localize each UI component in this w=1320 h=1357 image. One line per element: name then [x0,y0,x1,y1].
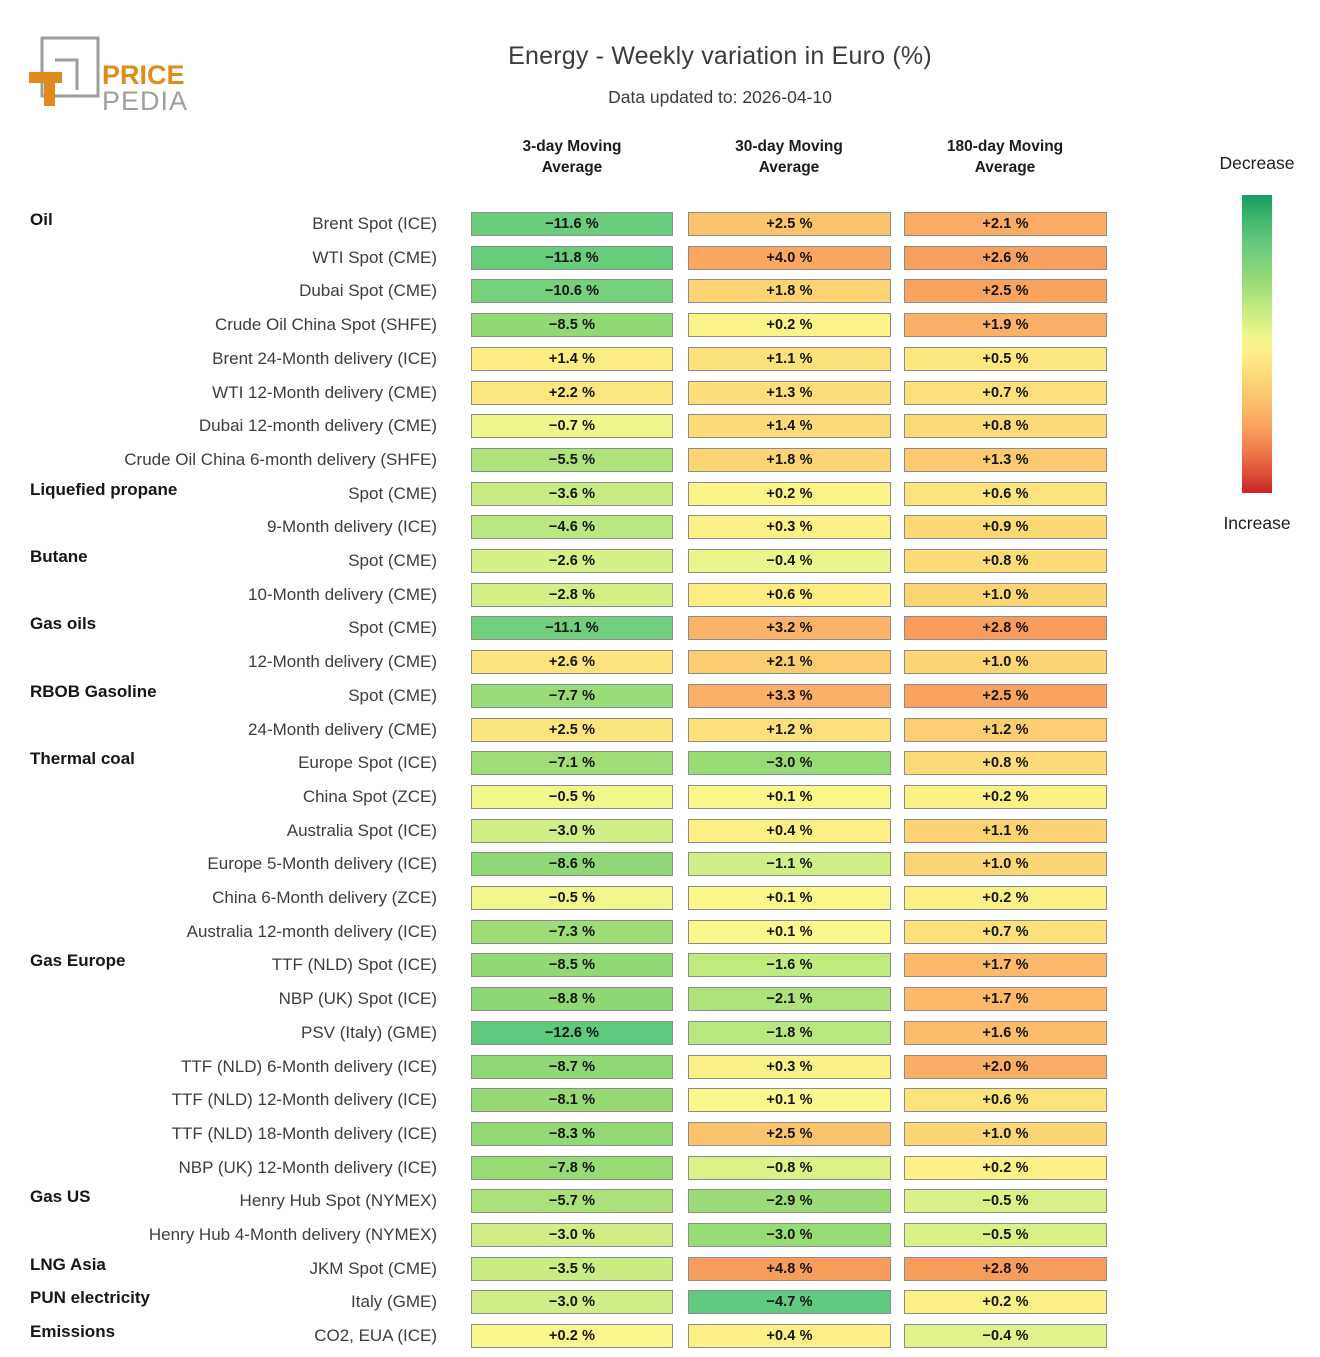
heatmap-cell: +1.3 % [688,381,891,405]
heatmap-row [0,578,1320,612]
heatmap-cell: −0.7 % [471,414,673,438]
heatmap-cell: +1.0 % [904,1122,1107,1146]
heatmap-row [0,814,1320,848]
heatmap-cell: −2.1 % [688,987,891,1011]
heatmap-cell: −3.6 % [471,482,673,506]
heatmap-cell: +2.5 % [904,279,1107,303]
heatmap-cell: +0.1 % [688,1088,891,1112]
heatmap-row [0,409,1320,443]
row-label: Dubai 12-month delivery (CME) [198,416,437,436]
heatmap-cell: +1.8 % [688,279,891,303]
category-label: Emissions [30,1322,116,1342]
heatmap-cell: −0.8 % [688,1156,891,1180]
category-label: Gas Europe [30,951,126,971]
heatmap-cell: −4.7 % [688,1290,891,1314]
heatmap-cell: +2.0 % [904,1055,1107,1079]
heatmap-cell: +0.8 % [904,414,1107,438]
heatmap-cell: −8.1 % [471,1088,673,1112]
category-label: Gas US [30,1187,91,1207]
heatmap-cell: +2.1 % [688,650,891,674]
category-label: Butane [30,547,88,566]
heatmap-cell: +0.2 % [904,1290,1107,1314]
logo-orange-bracket-icon [29,72,62,106]
heatmap-cell: −2.6 % [471,549,673,573]
row-label: WTI 12-Month delivery (CME) [212,382,437,402]
row-label: Dubai Spot (CME) [299,281,437,301]
heatmap-cell: −8.5 % [471,953,673,977]
row-label: Spot (CME) [348,551,437,570]
row-label: TTF (NLD) 12-Month delivery (ICE) [171,1090,437,1110]
row-label: Australia 12-month delivery (ICE) [186,921,437,941]
pricepedia-logo [28,26,228,126]
heatmap-cell: +0.3 % [688,1055,891,1079]
heatmap-cell: +2.8 % [904,616,1107,640]
legend-increase-label: Increase [1223,513,1291,533]
heatmap-cell: +0.8 % [904,549,1107,573]
heatmap-cell: +0.1 % [688,886,891,910]
heatmap-cell: +1.1 % [904,819,1107,843]
heatmap-cell: −3.0 % [471,1223,673,1247]
column-header-3day: 3-day Moving Average [522,138,622,176]
row-label: JKM Spot (CME) [309,1258,437,1278]
heatmap-cell: −3.0 % [471,1290,673,1314]
heatmap-cell: +0.6 % [688,583,891,607]
heatmap-cell: +1.0 % [904,852,1107,876]
heatmap-row [0,274,1320,308]
heatmap-row [0,915,1320,949]
heatmap-cell: −0.5 % [471,785,673,809]
heatmap-row [0,645,1320,679]
heatmap-cell: +0.4 % [688,1324,891,1348]
heatmap-cell: −0.5 % [471,886,673,910]
row-label: Spot (CME) [348,618,437,638]
category-label: Oil [30,210,53,229]
heatmap-row [0,1016,1320,1050]
row-label: China Spot (ZCE) [302,786,437,806]
row-label: NBP (UK) 12-Month delivery (ICE) [178,1157,437,1177]
chart-subtitle: Data updated to: 2026-04-10 [608,87,832,107]
heatmap-row [0,1218,1320,1252]
heatmap-cell: +0.1 % [688,920,891,944]
heatmap-cell: +0.5 % [904,347,1107,371]
heatmap-row [0,611,1320,645]
heatmap-cell: −0.4 % [688,549,891,573]
heatmap-cell: +1.0 % [904,650,1107,674]
heatmap-cell: +0.8 % [904,751,1107,775]
heatmap-row [0,207,1320,241]
heatmap-row [0,948,1320,982]
category-label: LNG Asia [30,1254,106,1274]
heatmap-cell: −12.6 % [471,1021,673,1045]
row-label: TTF (NLD) 18-Month delivery (ICE) [171,1123,437,1143]
chart-title: Energy - Weekly variation in Euro (%) [508,42,932,70]
heatmap-cell: +1.7 % [904,987,1107,1011]
heatmap-cell: −1.8 % [688,1021,891,1045]
heatmap-cell: +1.4 % [688,414,891,438]
heatmap-cell: +1.9 % [904,313,1107,337]
row-label: TTF (NLD) Spot (ICE) [271,955,437,975]
row-label: WTI Spot (CME) [312,247,437,267]
heatmap-row [0,1050,1320,1084]
row-label: 12-Month delivery (CME) [248,652,437,672]
heatmap-row [0,881,1320,915]
heatmap-row [0,847,1320,881]
legend-decrease-label: Decrease [1219,153,1295,173]
heatmap-cell: −7.1 % [471,751,673,775]
heatmap-cell: −1.1 % [688,852,891,876]
heatmap-cell: +0.2 % [471,1324,673,1348]
row-label: Europe Spot (ICE) [298,753,437,773]
row-label: Spot (CME) [348,483,437,503]
heatmap-cell: −3.5 % [471,1257,673,1281]
heatmap-cell: −5.5 % [471,448,673,472]
category-label: PUN electricity [30,1288,150,1308]
row-label: Henry Hub Spot (NYMEX) [239,1191,437,1211]
heatmap-cell: +1.0 % [904,583,1107,607]
logo-word-top: PRICE [102,60,185,90]
heatmap-row [0,477,1320,511]
heatmap-cell: −4.6 % [471,515,673,539]
heatmap-cell: +1.2 % [688,718,891,742]
row-label: China 6-Month delivery (ZCE) [212,888,437,907]
logo-word-bottom: PEDIA [102,86,189,116]
heatmap-cell: +1.2 % [904,718,1107,742]
heatmap-cell: −8.6 % [471,852,673,876]
heatmap-cell: −5.7 % [471,1189,673,1213]
heatmap-cell: +2.5 % [688,212,891,236]
heatmap-row [0,1083,1320,1117]
heatmap-row [0,1285,1320,1319]
heatmap-row [0,510,1320,544]
column-header-180day: 180-day Moving Average [946,138,1064,176]
category-label: Liquefied propane [30,479,178,499]
heatmap-cell: +0.2 % [904,1156,1107,1180]
heatmap-row [0,376,1320,410]
heatmap-cell: +2.5 % [904,684,1107,708]
heatmap-cell: −10.6 % [471,279,673,303]
heatmap-cell: +0.6 % [904,1088,1107,1112]
heatmap-cell: +2.8 % [904,1257,1107,1281]
heatmap-cell: +2.6 % [904,246,1107,270]
heatmap-cell: +0.2 % [688,313,891,337]
heatmap-cell: −3.0 % [688,1223,891,1247]
heatmap-cell: +1.6 % [904,1021,1107,1045]
row-label: Brent Spot (ICE) [312,214,437,233]
category-label: Thermal coal [30,749,135,769]
heatmap-cell: +0.3 % [688,515,891,539]
row-label: 9-Month delivery (ICE) [266,517,437,537]
heatmap-cell: −7.8 % [471,1156,673,1180]
heatmap-cell: −11.6 % [471,212,673,236]
heatmap-cell: −2.9 % [688,1189,891,1213]
heatmap-cell: +2.2 % [471,381,673,405]
heatmap-cell: −0.5 % [904,1189,1107,1213]
heatmap-cell: +4.0 % [688,246,891,270]
heatmap-row [0,1151,1320,1185]
heatmap-cell: −3.0 % [688,751,891,775]
heatmap-cell: +1.8 % [688,448,891,472]
row-label: Australia Spot (ICE) [286,820,437,840]
heatmap-cell: +0.2 % [688,482,891,506]
row-label: PSV (Italy) (GME) [300,1022,437,1042]
heatmap-row [0,1319,1320,1353]
heatmap-cell: −0.5 % [904,1223,1107,1247]
heatmap-row [0,679,1320,713]
heatmap-cell: −1.6 % [688,953,891,977]
heatmap-cell: +0.7 % [904,920,1107,944]
heatmap-cell: +0.2 % [904,886,1107,910]
heatmap-row [0,342,1320,376]
heatmap-cell: +1.3 % [904,448,1107,472]
row-label: Europe 5-Month delivery (ICE) [207,854,437,874]
heatmap-cell: +1.4 % [471,347,673,371]
row-label: CO2, EUA (ICE) [314,1326,437,1346]
category-label: RBOB Gasoline [30,681,157,701]
heatmap-cell: −11.8 % [471,246,673,270]
heatmap-cell: +2.6 % [471,650,673,674]
heatmap-cell: +2.5 % [688,1122,891,1146]
row-label: Brent 24-Month delivery (ICE) [212,348,437,368]
heatmap-row [0,713,1320,747]
heatmap-cell: +2.5 % [471,718,673,742]
heatmap-cell: −8.7 % [471,1055,673,1079]
heatmap-cell: −8.5 % [471,313,673,337]
heatmap-cell: +2.1 % [904,212,1107,236]
heatmap-row [0,1252,1320,1286]
heatmap-cell: +3.3 % [688,684,891,708]
row-label: Crude Oil China Spot (SHFE) [214,315,437,335]
heatmap-row [0,982,1320,1016]
heatmap-cell: −3.0 % [471,819,673,843]
heatmap-row [0,443,1320,477]
heatmap-cell: +0.1 % [688,785,891,809]
heatmap-row [0,241,1320,275]
heatmap-cell: +0.4 % [688,819,891,843]
row-label: NBP (UK) Spot (ICE) [278,989,437,1009]
heatmap-cell: +4.8 % [688,1257,891,1281]
row-label: Spot (CME) [348,685,437,705]
row-label: Henry Hub 4-Month delivery (NYMEX) [148,1225,437,1244]
row-label: TTF (NLD) 6-Month delivery (ICE) [181,1056,437,1076]
heatmap-cell: −0.4 % [904,1324,1107,1348]
category-label: Gas oils [30,614,97,634]
heatmap-row [0,780,1320,814]
heatmap-row [0,308,1320,342]
heatmap-row [0,746,1320,780]
heatmap-row [0,1184,1320,1218]
heatmap-cell: +0.7 % [904,381,1107,405]
heatmap-row [0,1117,1320,1151]
heatmap-cell: −8.3 % [471,1122,673,1146]
row-label: Crude Oil China 6-month delivery (SHFE) [124,449,437,469]
row-label: Italy (GME) [351,1292,437,1312]
column-header-30day: 30-day Moving Average [735,138,843,176]
row-label: 24-Month delivery (CME) [248,719,437,739]
heatmap-cell: −11.1 % [471,616,673,640]
heatmap-cell: +1.1 % [688,347,891,371]
heatmap-cell: −2.8 % [471,583,673,607]
heatmap-cell: −7.7 % [471,684,673,708]
row-label: 10-Month delivery (CME) [248,584,437,604]
heatmap-cell: −8.8 % [471,987,673,1011]
heatmap-cell: +0.6 % [904,482,1107,506]
heatmap-cell: +0.2 % [904,785,1107,809]
heatmap-cell: +0.9 % [904,515,1107,539]
heatmap-cell: +3.2 % [688,616,891,640]
heatmap-cell: −7.3 % [471,920,673,944]
heatmap-row [0,544,1320,578]
heatmap-cell: +1.7 % [904,953,1107,977]
